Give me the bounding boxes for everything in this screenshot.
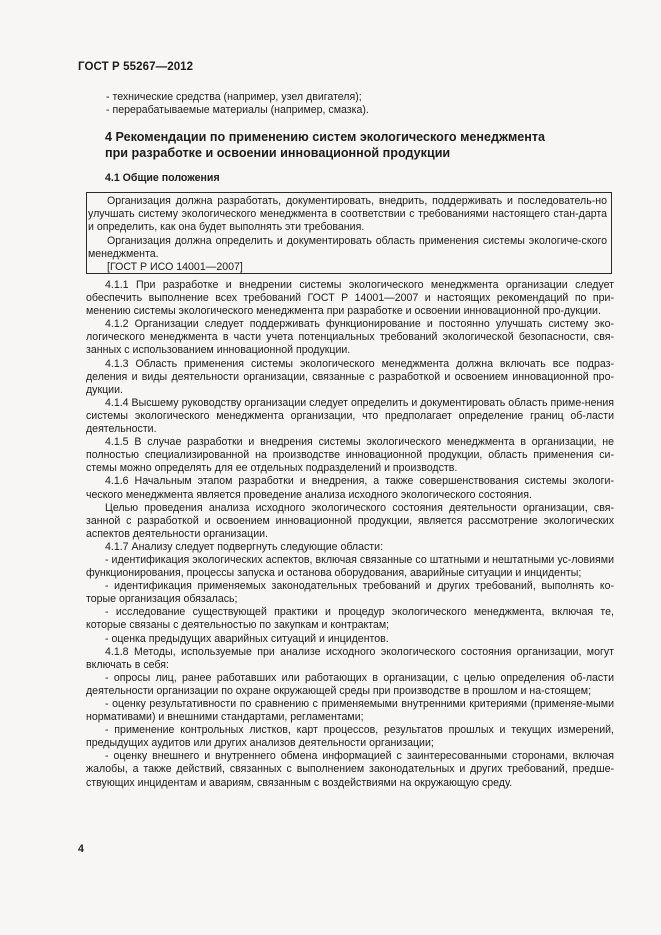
boxed-paragraph: Организация должна разработать, документировать, внедрить, поддерживать и последователь-но улучшать систему экологического менеджмента в соответствии с требованиями настоящего стан-дарта и определить, как она будет выполнять эти требования. bbox=[88, 195, 607, 234]
body-paragraph: 4.1.3 Область применения системы экологического менеджмента должна включать все подраз-деления и виды деятельности организации, связанные с разработкой и освоением инновационной про-дукции. bbox=[86, 357, 614, 396]
body-list-item: - опросы лиц, ранее работавших или работающих в организации, с целью определения об-ласти деятельности организации по охране окружающей среды при производстве в прошлом и на-стоящем; bbox=[86, 671, 614, 697]
top-list bbox=[86, 91, 614, 117]
body-paragraph: 4.1.4 Высшему руководству организации следует определить и документировать область приме-нения системы экологического менеджмента организации, что предполагает определение границ об-ласти деятельности. bbox=[86, 396, 614, 436]
body-list-item: - исследование существующей практики и процедур экологического менеджмента, включая те, которые связаны с деятельностью по закупкам и контрактам; bbox=[86, 606, 614, 632]
section-title-line: при разработке и освоении инновационной продукции bbox=[105, 146, 451, 161]
body-text bbox=[86, 279, 614, 790]
list-item: - перерабатываемые материалы (например, смазка). bbox=[106, 104, 369, 117]
document-header-id: ГОСТ Р 55267—2012 bbox=[78, 61, 194, 73]
list-item: - технические средства (например, узел двигателя); bbox=[106, 91, 362, 103]
body-paragraph: Целью проведения анализа исходного экологического состояния деятельности организации, свя-занной с разработкой и освоением инновационной продукции, является рассмотрение экологических аспектов деятельности организации. bbox=[86, 501, 614, 540]
body-paragraph: 4.1.6 Начальным этапом разработки и внедрения, а также совершенствования системы экологи-ческого менеджмента является проведение анализа исходного экологического состояния. bbox=[86, 475, 614, 501]
section-title bbox=[105, 129, 605, 162]
body-paragraph: 4.1.7 Анализу следует подвергнуть следующие области: bbox=[105, 540, 384, 553]
page-number: 4 bbox=[78, 843, 84, 855]
boxed-paragraph: Организация должна определить и документировать область применения системы экологиче-ского менеджмента. bbox=[88, 234, 607, 260]
body-list-item: - идентификация экологических аспектов, включая связанные со штатными и нештатными ус-ловиями функционирования, процессы запуска и останова оборудования, аварийные ситуации и инциденты; bbox=[86, 553, 614, 580]
boxed-reference: [ГОСТ Р ИСО 14001—2007] bbox=[107, 261, 243, 274]
boxed-quote bbox=[86, 192, 612, 274]
body-paragraph: 4.1.2 Организации следует поддерживать функционирование и постоянно улучшать систему эко-логического менеджмента в части учета потенциальных требований экологической безопасности, свя-занных с использованием инновационной продукции. bbox=[86, 318, 614, 357]
body-list-item: - оценка предыдущих аварийных ситуаций и инцидентов. bbox=[105, 632, 389, 645]
body-list-item: - применение контрольных листков, карт процессов, результатов прошлых и текущих измерений, предыдущих аудитов или других анализов деятельности организации; bbox=[86, 724, 614, 750]
body-paragraph: 4.1.5 В случае разработки и внедрения системы экологического менеджмента в организации, не полностью специализированной на производстве инновационной продукции, область применения си-стемы можно определять для ее отдельных подразделений и производств. bbox=[86, 436, 614, 475]
subsection-title: 4.1 Общие положения bbox=[105, 172, 220, 184]
body-list-item: - оценку результативности по сравнению с применяемыми внутренними критериями (применяе-мыми нормативами) и внешними стандартами, регламентами; bbox=[86, 698, 614, 724]
body-list-item: - идентификация применяемых законодательных требований и других требований, выполнять ко-торые организация обязалась; bbox=[86, 580, 614, 606]
section-title-line: 4 Рекомендации по применению систем экологического менеджмента bbox=[105, 130, 546, 144]
body-paragraph: 4.1.8 Методы, используемые при анализе исходного экологического состояния организации, могут включать в себя: bbox=[86, 645, 614, 671]
body-paragraph: 4.1.1 При разработке и внедрении системы экологического менеджмента организации следует обеспечить выполнение всех требований ГОСТ Р 14001—2007 и настоящих рекомендаций по при-менению системы экологического менеджмента при разработке и освоении инновационной про-дукции. bbox=[86, 279, 614, 318]
body-list-item: - оценку внешнего и внутреннего обмена информацией с заинтересованными сторонами, включая жалобы, а также действий, связанных с выполнением законодательных и других требований, предше-ствующих инцидентам и авариям, связанным с воздействиями на окружающую среду. bbox=[86, 750, 614, 789]
